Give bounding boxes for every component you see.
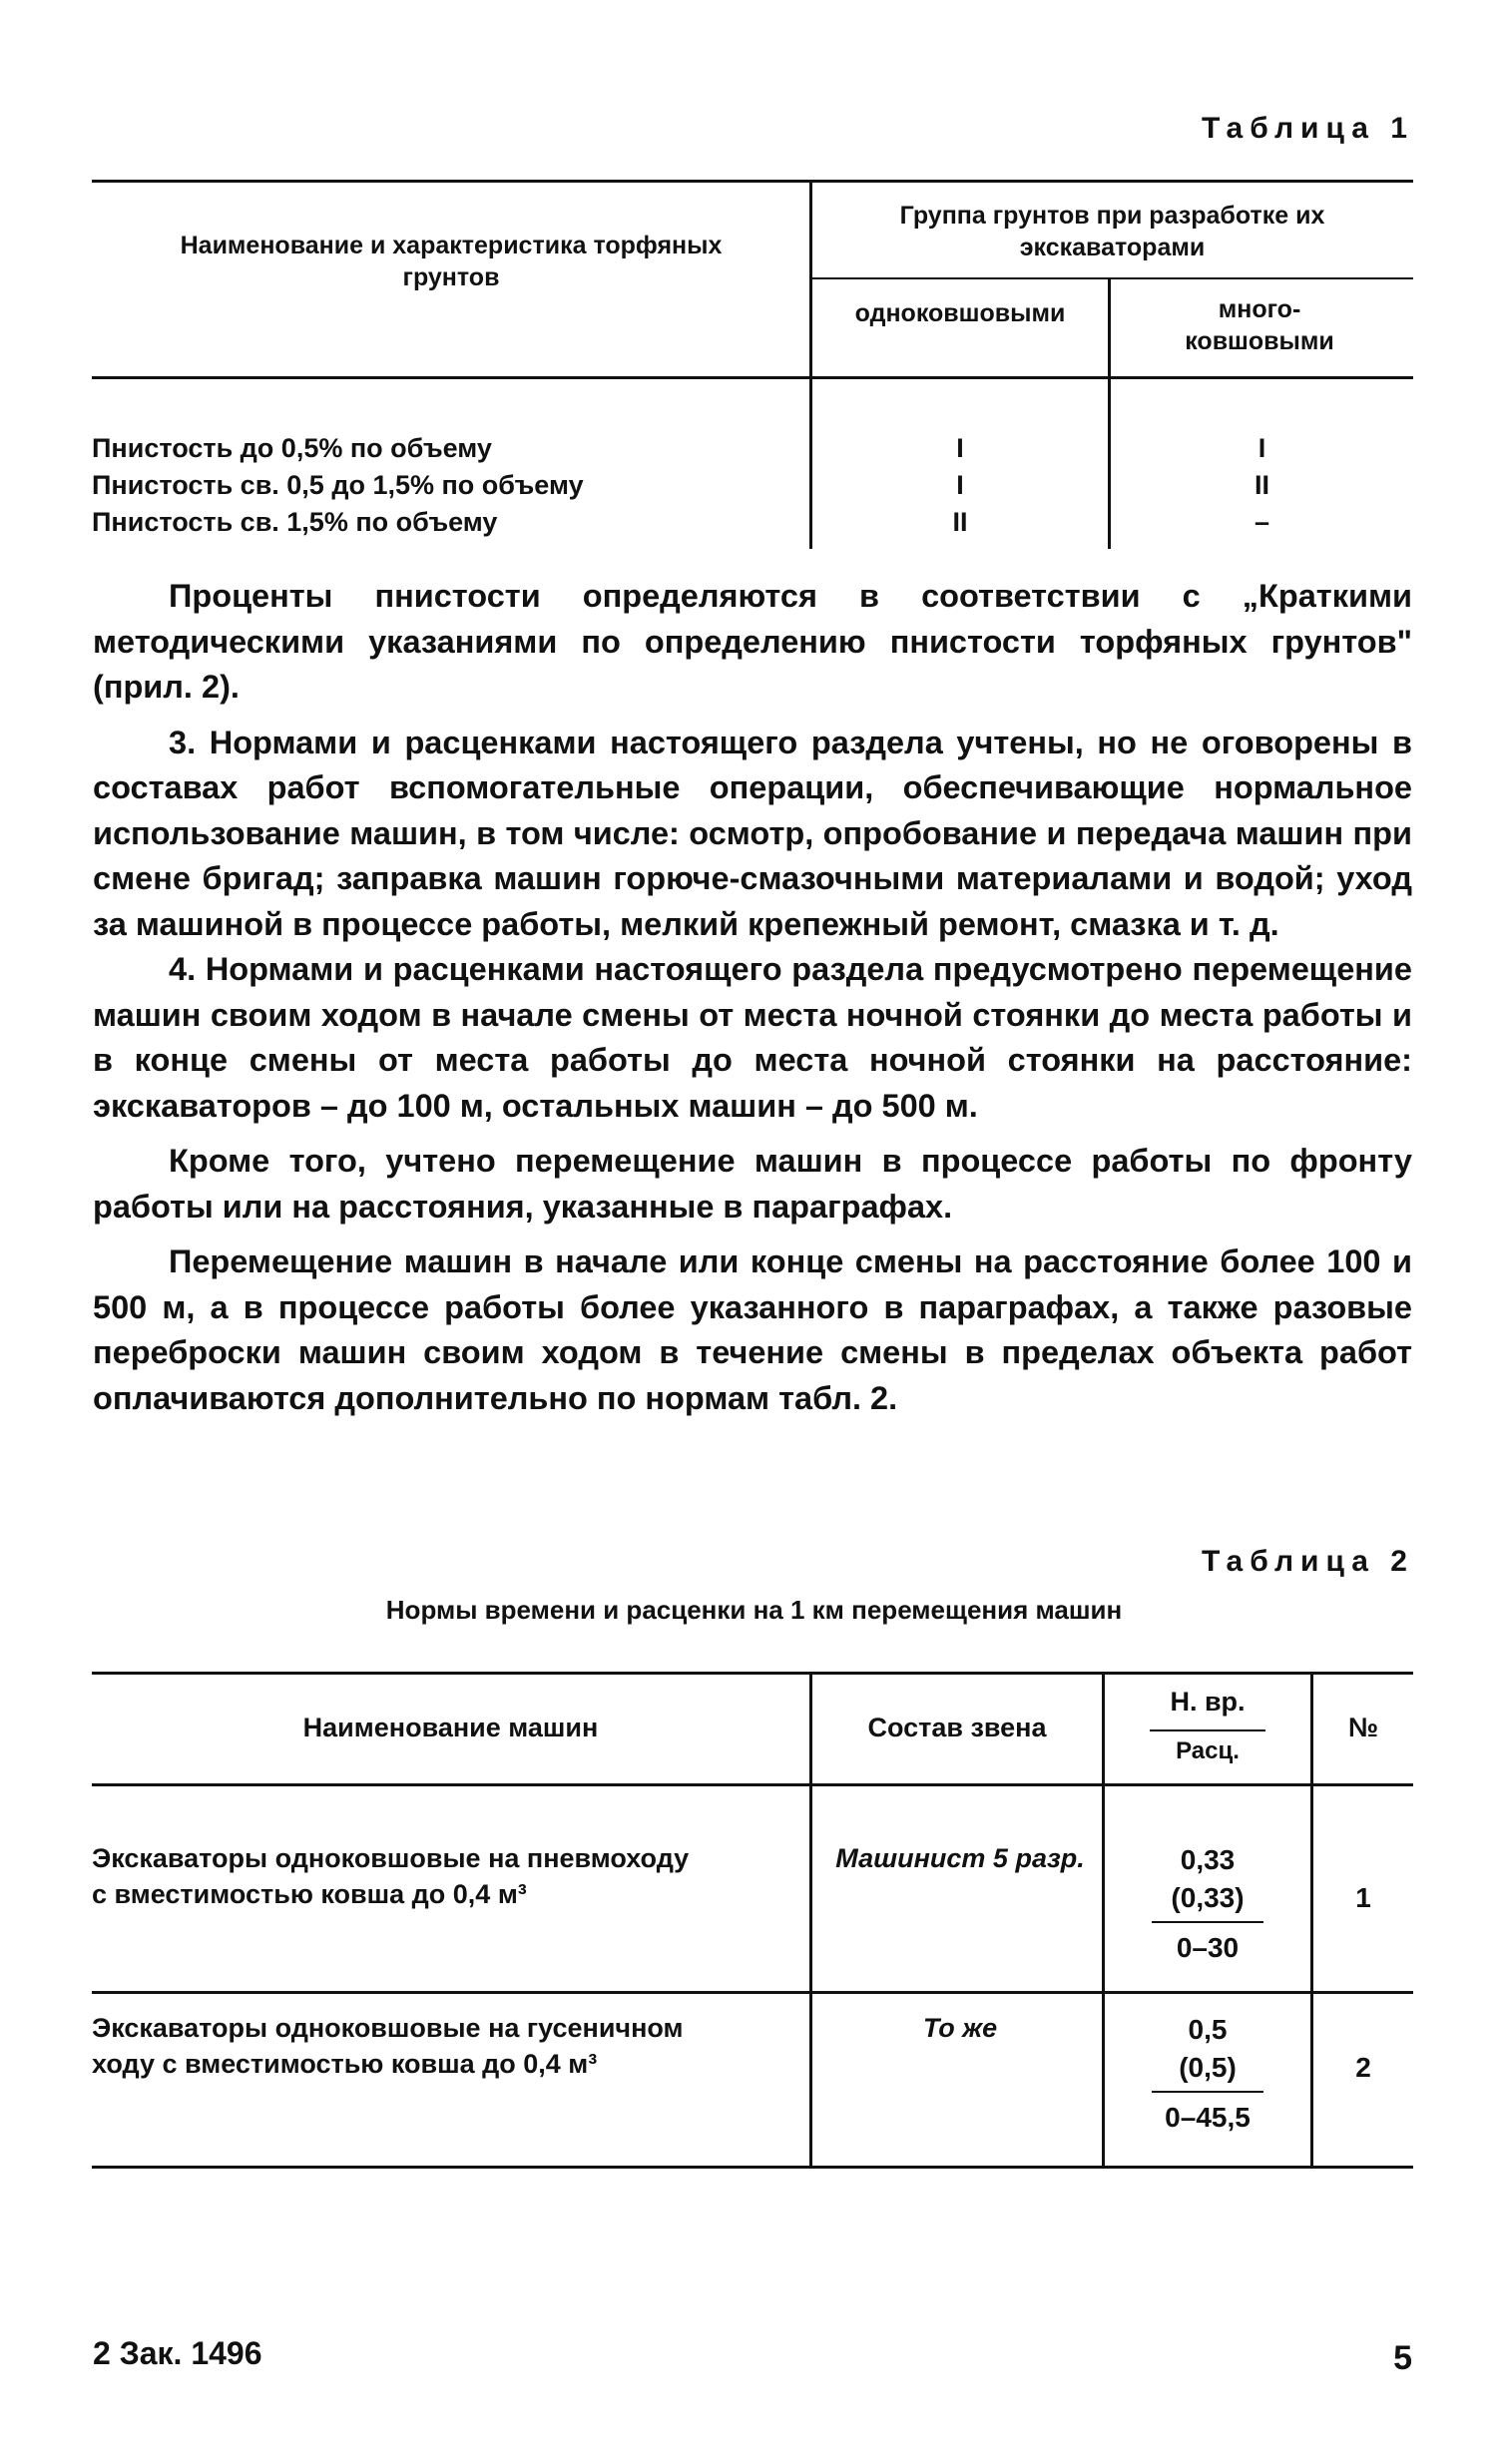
table2-row-2-crew: То же [922, 2013, 998, 2043]
paragraph: Кроме того, учтено перемещение машин в процессе работы по фронту работы или на расстояния, указанные в параграфах. [93, 1143, 1412, 1225]
table1-row-1-name: Пнистость до 0,5% по объему [92, 433, 492, 463]
table2-row-1-rate: 0–30 [1176, 1932, 1240, 1963]
table2-row-1-norm: 0,33 [1180, 1844, 1236, 1875]
table1-row-1-single: I [956, 433, 964, 463]
table2-row-1-name-line1: Экскаваторы одноковшовые на пневмоходу [92, 1843, 690, 1873]
table1-header-group: Группа грунтов при разработке их экскаваторами [899, 202, 1325, 261]
table2-row-2-norm-paren: (0,5) [1179, 2052, 1237, 2083]
table2-top-rule [92, 1672, 1413, 1675]
table2-vline-3 [1310, 1672, 1313, 2169]
table2-header-number: № [1347, 1713, 1379, 1742]
body-text [93, 574, 1412, 1421]
table2-header-norm: Н. вр. [1170, 1687, 1246, 1717]
table2-header-crew: Состав звена [867, 1713, 1047, 1742]
table2-row-1-fraction-rule [1152, 1921, 1263, 1923]
page-number: 5 [1393, 2339, 1412, 2377]
paragraph: 3. Нормами и расценками настоящего раздела учтены, но не оговорены в составах работ вспомогательные операции, обеспечивающие нормальное использование машин, в том числе: осмотр, опробование и передача машин при смене бригад; заправка машин горюче-смазочными материалами и водой; уход за машиной в процессе работы, мелкий крепежный ремонт, смазка и т. д. [93, 724, 1412, 942]
table2-row-1-number: 1 [1355, 1882, 1371, 1913]
table1-header-name: Наименование и характеристика торфяных грунтов [180, 232, 723, 291]
table2-row-2-norm: 0,5 [1188, 2014, 1228, 2045]
table2-header-fraction-rule [1150, 1729, 1265, 1731]
table2-title: Нормы времени и расценки на 1 км перемещения машин [385, 1595, 1123, 1625]
table2 [92, 1672, 1413, 2171]
table2-row-2-name-line1: Экскаваторы одноковшовые на гусеничном [92, 2013, 684, 2043]
table1-row-2-single: I [956, 470, 964, 500]
table2-header-rule [92, 1783, 1413, 1786]
table1-row-1-multi: I [1257, 433, 1266, 463]
footer-order-number: 2 Зак. 1496 [93, 2335, 262, 2371]
table1-group-rule [810, 277, 1413, 279]
table1-label: Таблица 1 [1201, 112, 1414, 145]
table2-row-2-rate: 0–45,5 [1165, 2102, 1251, 2133]
table2-vline-1 [809, 1672, 812, 2169]
table2-row-rule [92, 1991, 1413, 1994]
table2-bottom-rule [92, 2166, 1413, 2169]
table1-row-3-single: II [952, 507, 968, 537]
table2-row-2-number: 2 [1355, 2052, 1371, 2083]
table2-row-1-name-line2: с вместимостью ковша до 0,4 м³ [92, 1879, 527, 1909]
paragraph: 4. Нормами и расценками настоящего раздела предусмотрено перемещение машин своим ходом в начале смены от места ночной стоянки до места работы и в конце смены от места работы до места ночной стоянки на расстояние: экскаваторов – до 100 м, остальных машин – до 500 м. [93, 951, 1412, 1124]
table1-row-2-name: Пнистость св. 0,5 до 1,5% по объему [92, 470, 584, 500]
table1-header-single: одноковшовыми [854, 299, 1066, 327]
table1-row-3-multi: – [1254, 507, 1270, 537]
table1-header-multi: много-ковшовыми [1185, 295, 1334, 355]
table2-row-1-crew: Машинист 5 разр. [835, 1843, 1085, 1873]
table2-label: Таблица 2 [1201, 1545, 1414, 1578]
table2-row-1-norm-paren: (0,33) [1171, 1882, 1245, 1913]
table1-row-3-name: Пнистость св. 1,5% по объему [92, 507, 498, 537]
table2-row-2-fraction-rule [1152, 2091, 1263, 2093]
paragraph: Проценты пнистости определяются в соответствии с „Краткими методическими указаниями по определению пнистости торфяных грунтов" (прил. 2). [93, 578, 1412, 705]
table2-header-rate: Расц. [1176, 1737, 1240, 1764]
table1 [92, 180, 1413, 549]
table1-row-2-multi: II [1254, 470, 1269, 500]
table1-top-rule [92, 180, 1413, 183]
table2-row-2-name-line2: ходу с вместимостью ковша до 0,4 м³ [92, 2049, 598, 2079]
table1-header-rule [92, 376, 1413, 379]
table2-header-name: Наименование машин [302, 1713, 599, 1742]
paragraph: Перемещение машин в начале или конце смены на расстояние более 100 и 500 м, а в процессе работы более указанного в параграфах, а также разовые переброски машин своим ходом в течение смены в пределах объекта работ оплачиваются дополнительно по нормам табл. 2. [93, 1243, 1412, 1416]
